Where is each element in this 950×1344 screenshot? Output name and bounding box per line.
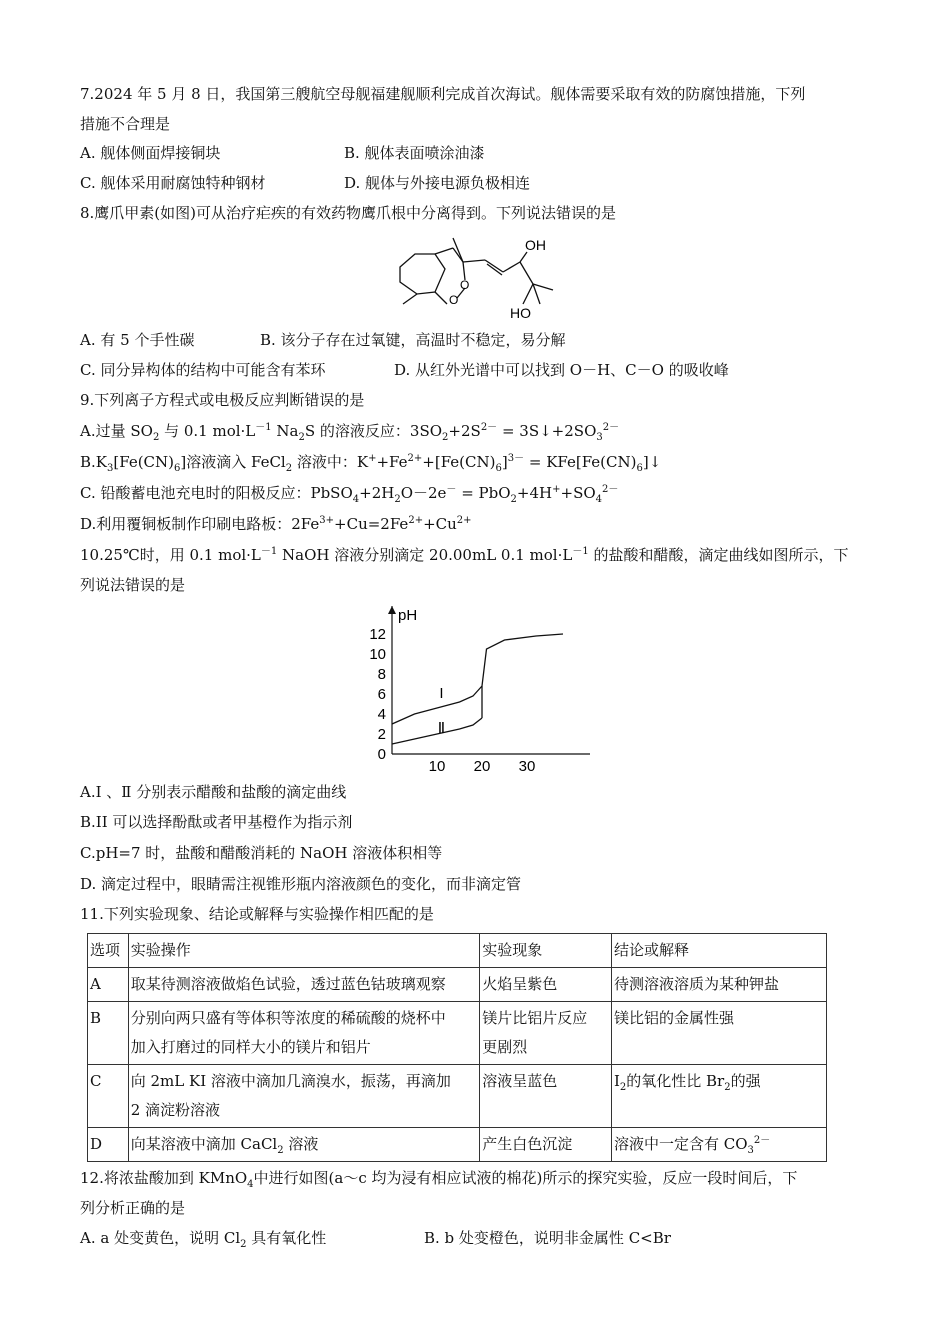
y-tick-label: 8 <box>377 666 386 683</box>
q10-option-d: D. 滴定过程中，眼睛需注视锥形瓶内溶液颜色的变化，而非滴定管 <box>80 875 522 893</box>
x-tick-label: 30 <box>518 758 536 775</box>
q12-stem-line2: 列分析正确的是 <box>80 1199 186 1217</box>
y-tick-label: 4 <box>377 706 386 723</box>
y-axis-arrow <box>388 606 396 614</box>
table-cell-option: D <box>88 1128 129 1162</box>
q8-option-a: A. 有 5 个手性碳 <box>80 331 195 349</box>
q10-option-a: A.I 、Ⅱ 分别表示醋酸和盐酸的滴定曲线 <box>80 783 347 801</box>
q9-option-a: A.过量 $SO_2$ 与 0.1 $mol\cdot L^{-1}$ $Na_2S$ 的溶液反应：$3SO_2+2S^{2-}$ = $3S↓+2SO_3^{2-}$ <box>80 422 620 443</box>
table-row <box>88 1002 827 1065</box>
x-tick-label: 10 <box>428 758 446 775</box>
table-header-cell: 实验现象 <box>480 934 612 968</box>
q12-option-b: B. b 处变橙色，说明非金属性 C<Br <box>424 1229 671 1247</box>
table-row <box>88 968 827 1002</box>
y-tick-label: 12 <box>369 626 386 643</box>
table-cell-conclusion: 溶液中一定含有 $CO_3^{2-}$ <box>611 1128 826 1162</box>
table-row <box>88 1128 827 1162</box>
y-tick-label: 6 <box>377 686 386 703</box>
q7-stem-line2: 措施不合理是 <box>80 115 171 133</box>
q12-stem-line1: 12.将浓盐酸加到 KMnO$_4$中进行如图(a～c 均为浸有相应试液的棉花)所示的探究实验，反应一段时间后，下 <box>80 1169 798 1190</box>
q10-stem-line1: 10.25℃时，用 0.1 $mol\cdot L^{-1}$ NaOH 溶液分别滴定 20.00mL 0.1 $mol\cdot L^{-1}$ 的盐酸和醋酸，滴定曲线如图所示，下 <box>80 546 849 564</box>
q8-option-b: B. 该分子存在过氧键，高温时不稳定，易分解 <box>260 331 566 349</box>
table-cell-phenomenon: 镁片比铝片反应 更剧烈 <box>480 1002 612 1065</box>
y-tick-label: 10 <box>369 646 386 663</box>
table-cell-conclusion: 待测溶液溶质为某种钾盐 <box>611 968 826 1002</box>
table-header-cell: 结论或解释 <box>611 934 826 968</box>
curve-label-2: Ⅱ <box>437 720 446 737</box>
y-axis-label: pH <box>398 607 418 624</box>
y-tick-label: 2 <box>377 726 386 743</box>
q9-option-b: $B.K_3[Fe(CN)_6]$溶液滴入 FeCl$_2$ 溶液中：$K^++Fe^{2+}+[Fe(CN)_6]^{3-}$ = $KFe[Fe(CN)_6]↓$ <box>80 453 662 474</box>
table-row <box>88 1065 827 1128</box>
table-cell-operation: 取某待测溶液做焰色试验，透过蓝色钴玻璃观察 <box>128 968 480 1002</box>
oh-top-label: OH <box>525 237 546 253</box>
experiment-table <box>87 933 827 1162</box>
table-cell-operation: 分别向两只盛有等体积等浓度的稀硫酸的烧杯中 加入打磨过的同样大小的镁片和铝片 <box>128 1002 480 1065</box>
curve-label-1: I <box>439 685 444 702</box>
q10-option-b: B.II 可以选择酚酞或者甲基橙作为指示剂 <box>80 813 353 831</box>
table-header-cell: 选项 <box>88 934 129 968</box>
q10-option-c: C.pH=7 时，盐酸和醋酸消耗的 NaOH 溶液体积相等 <box>80 844 443 862</box>
q7-option-b: B. 舰体表面喷涂油漆 <box>344 144 485 162</box>
q7-stem-line1: 7.2024 年 5 月 8 日，我国第三艘航空母舰福建舰顺利完成首次海试。舰体需要采取有效的防腐蚀措施，下列 <box>80 85 806 103</box>
q8-molecule-structure <box>385 232 575 324</box>
q8-option-c: C. 同分异构体的结构中可能含有苯环 <box>80 361 326 379</box>
table-cell-option: C <box>88 1065 129 1128</box>
table-cell-phenomenon: 溶液呈蓝色 <box>480 1065 612 1128</box>
q7-option-c: C. 舰体采用耐腐蚀特种钢材 <box>80 174 266 192</box>
ho-bottom-label: HO <box>510 305 531 321</box>
x-tick-label: 20 <box>473 758 491 775</box>
q7-option-d: D. 舰体与外接电源负极相连 <box>344 174 531 192</box>
table-header-row <box>88 934 827 968</box>
q10-stem-line2: 列说法错误的是 <box>80 576 186 594</box>
q7-option-a: A. 舰体侧面焊接铜块 <box>80 144 221 162</box>
table-cell-phenomenon: 产生白色沉淀 <box>480 1128 612 1162</box>
q8-option-d: D. 从红外光谱中可以找到 O－H、C－O 的吸收峰 <box>394 361 729 379</box>
q9-option-d: D.利用覆铜板制作印刷电路板：$2Fe^{3+}+Cu=2Fe^{2+}+Cu^{2+}$ <box>80 515 472 533</box>
curve-series-1 <box>392 634 563 724</box>
peroxide-o1-label: O <box>460 278 470 292</box>
table-cell-option: B <box>88 1002 129 1065</box>
q9-stem: 9.下列离子方程式或电极反应判断错误的是 <box>80 391 365 409</box>
table-cell-conclusion: 镁比铝的金属性强 <box>611 1002 826 1065</box>
q12-option-a: A. a 处变黄色，说明 $Cl_2$ 具有氧化性 <box>80 1229 327 1250</box>
peroxide-o2-label: O <box>449 293 459 307</box>
y-tick-label: 0 <box>377 746 386 763</box>
table-cell-operation: 向 2mL KI 溶液中滴加几滴溴水，振荡，再滴加 2 滴淀粉溶液 <box>128 1065 480 1128</box>
table-cell-option: A <box>88 968 129 1002</box>
q11-stem: 11.下列实验现象、结论或解释与实验操作相匹配的是 <box>80 905 434 923</box>
q8-stem: 8.鹰爪甲素(如图)可从治疗疟疾的有效药物鹰爪根中分离得到。下列说法错误的是 <box>80 204 617 222</box>
table-cell-conclusion: $I_2$的氧化性比 $Br_2$的强 <box>611 1065 826 1128</box>
table-header-cell: 实验操作 <box>128 934 480 968</box>
q9-option-c: C. 铅酸蓄电池充电时的阳极反应：$PbSO_4+2H_2O-2e^- = PbO_2+4H^++SO_4^{2-}$ <box>80 484 619 505</box>
titration-chart <box>360 598 590 776</box>
table-cell-operation: 向某溶液中滴加 CaCl$_2$ 溶液 <box>128 1128 480 1162</box>
table-cell-phenomenon: 火焰呈紫色 <box>480 968 612 1002</box>
